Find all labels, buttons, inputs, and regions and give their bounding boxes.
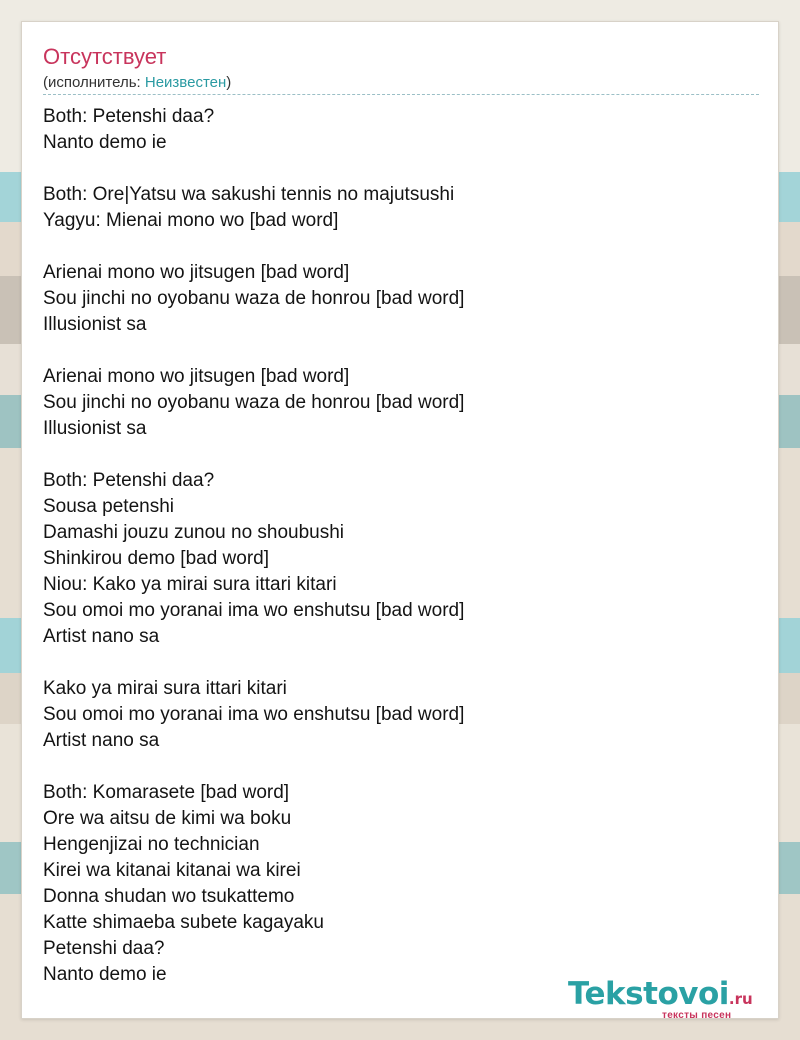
logo-wordmark — [568, 976, 753, 1012]
lyric-line: Illusionist sa — [43, 314, 147, 335]
lyric-line: Nanto demo ie — [43, 964, 167, 985]
lyric-line: Kirei wa kitanai kitanai wa kirei — [43, 860, 301, 881]
lyric-line: Kako ya mirai sura ittari kitari — [43, 678, 287, 699]
lyric-line: Sousa petenshi — [43, 496, 174, 517]
lyric-line: Sou omoi mo yoranai ima wo enshutsu [bad word] — [43, 704, 465, 725]
lyric-line: Arienai mono wo jitsugen [bad word] — [43, 366, 350, 387]
lyric-line — [43, 650, 759, 676]
lyric-line — [43, 234, 759, 260]
artist-prefix: (исполнитель: — [43, 74, 145, 91]
lyric-line: Petenshi daa? — [43, 938, 165, 959]
song-title: Отсутствует — [43, 44, 167, 69]
lyric-line: Sou jinchi no oyobanu waza de honrou [bad word] — [43, 392, 465, 413]
artist-link[interactable]: Неизвестен — [144, 74, 227, 91]
lyric-line: Yagyu: Mienai mono wo [bad word] — [43, 210, 339, 231]
site-logo[interactable] — [568, 976, 778, 1022]
lyric-line: Illusionist sa — [43, 418, 147, 439]
title-divider — [43, 94, 759, 95]
lyric-line — [43, 338, 759, 364]
lyrics-text — [43, 104, 759, 988]
lyric-line: Nanto demo ie — [43, 132, 167, 153]
lyric-line — [43, 442, 759, 468]
lyric-line: Shinkirou demo [bad word] — [43, 548, 270, 569]
logo-tagline: тексты песен — [662, 1010, 732, 1021]
artist-line — [43, 74, 231, 91]
lyric-line: Katte shimaeba subete kagayaku — [43, 912, 324, 933]
lyric-line: Hengenjizai no technician — [43, 834, 260, 855]
lyric-line — [43, 754, 759, 780]
lyric-line: Both: Komarasete [bad word] — [43, 782, 290, 803]
lyric-line: Donna shudan wo tsukattemo — [43, 886, 295, 907]
lyric-line: Damashi jouzu zunou no shoubushi — [43, 522, 345, 543]
lyric-line: Both: Petenshi daa? — [43, 470, 215, 491]
lyric-line: Arienai mono wo jitsugen [bad word] — [43, 262, 350, 283]
lyric-line: Both: Petenshi daa? — [43, 106, 215, 127]
lyrics-card — [21, 21, 779, 1019]
lyric-line: Both: Ore|Yatsu wa sakushi tennis no majutsushi — [43, 184, 455, 205]
lyric-line: Sou omoi mo yoranai ima wo enshutsu [bad word] — [43, 600, 465, 621]
lyric-line: Sou jinchi no oyobanu waza de honrou [bad word] — [43, 288, 465, 309]
lyric-line — [43, 156, 759, 182]
logo-tld: .ru — [728, 990, 753, 1008]
lyric-line: Ore wa aitsu de kimi wa boku — [43, 808, 292, 829]
lyric-line: Niou: Kako ya mirai sura ittari kitari — [43, 574, 337, 595]
logo-name: Tekstovoi — [568, 976, 729, 1012]
lyric-line: Artist nano sa — [43, 626, 160, 647]
artist-suffix: ) — [226, 74, 232, 91]
lyric-line: Artist nano sa — [43, 730, 160, 751]
